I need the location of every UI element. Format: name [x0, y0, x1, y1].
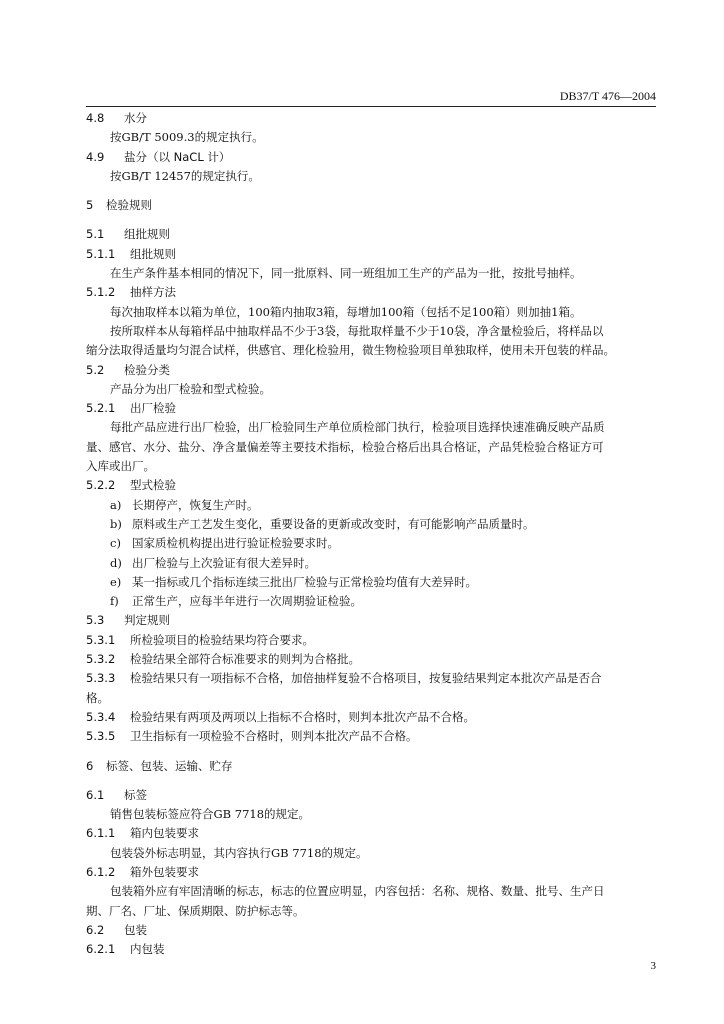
heading-4-8: 4.8 水分: [86, 111, 147, 125]
clause-5-3-1: 5.3.1 所检验项目的检验结果均符合要求。: [86, 632, 314, 647]
heading-5-1: 5.1 组批规则: [86, 227, 170, 242]
list-item: e) 某一指标或几个指标连续三批出厂检验与正常检验均值有大差异时。: [110, 574, 477, 589]
para-5-1-2-a: 每次抽取样本以箱为单位，100箱内抽取3箱，每增加100箱（包括不足100箱）则加抽1箱。: [110, 304, 582, 319]
heading-5-1-1: 5.1.1 组批规则: [86, 246, 176, 261]
heading-6: 6 标签、包装、运输、贮存: [86, 758, 233, 773]
para-5-2-1-a: 每批产品应进行出厂检验，出厂检验同生产单位质检部门执行，检验项目选择快速准确反映产品质: [110, 420, 605, 435]
list-item: a) 长期停产，恢复生产时。: [110, 497, 259, 512]
heading-6-1-1: 6.1.1 箱内包装要求: [86, 826, 199, 841]
para-5-2-1-c: 入库或出厂。: [86, 459, 155, 474]
para-5-2: 产品分为出厂检验和型式检验。: [110, 381, 271, 396]
standard-code: DB37/T 476—2004: [559, 89, 656, 103]
clause-5-3-5: 5.3.5 卫生指标有一项检验不合格时，则判本批次产品不合格。: [86, 729, 418, 744]
heading-4-9: 4.9 盐分（以 NaCL 计）: [86, 149, 231, 164]
header-rule: [86, 106, 656, 107]
para-6-1-1: 包装袋外标志明显，其内容执行GB 7718的规定。: [110, 845, 368, 860]
para-6-1-2-b: 期、厂名、厂址、保质期限、防护标志等。: [86, 903, 305, 918]
heading-6-1-2: 6.1.2 箱外包装要求: [86, 864, 199, 879]
document-body: [86, 109, 658, 959]
para-5-1-1: 在生产条件基本相同的情况下，同一批原料、同一班组加工生产的产品为一批，按批号抽样。: [110, 266, 582, 281]
list-item: b) 原料或生产工艺发生变化，重要设备的更新或改变时，有可能影响产品质量时。: [110, 516, 535, 531]
heading-5-1-2: 5.1.2 抽样方法: [86, 285, 176, 300]
clause-5-3-2: 5.3.2 检验结果全部符合标准要求的则判为合格批。: [86, 652, 360, 667]
para-5-1-2-c: 缩分法取得适量均匀混合试样，供感官、理化检验用，微生物检验项目单独取样，使用未开包装的样品。: [86, 343, 615, 358]
clause-5-3-3: 5.3.3 检验结果只有一项指标不合格，加倍抽样复验不合格项目，按复验结果判定本批次产品是否合: [86, 671, 602, 686]
para-5-1-2-b: 按所取样本从每箱样品中抽取样品不少于3袋，每批取样量不少于10袋，净含量检验后，将样品以: [110, 323, 604, 338]
heading-5-2-2: 5.2.2 型式检验: [86, 478, 176, 493]
heading-6-1: 6.1 标签: [86, 787, 147, 802]
para-4-9: 按GB/T 12457的规定执行。: [110, 168, 260, 183]
heading-5-2: 5.2 检验分类: [86, 362, 170, 377]
para-4-8: 按GB/T 5009.3的规定执行。: [110, 130, 264, 145]
heading-6-2: 6.2 包装: [86, 922, 147, 937]
list-item: d) 出厂检验与上次验证有很大差异时。: [110, 555, 316, 570]
clause-5-3-4: 5.3.4 检验结果有两项及两项以上指标不合格时，则判本批次产品不合格。: [86, 709, 475, 724]
list-item: f) 正常生产，应每半年进行一次周期验证检验。: [110, 594, 362, 609]
heading-5-3: 5.3 判定规则: [86, 613, 170, 628]
list-item: c) 国家质检机构提出进行验证检验要求时。: [110, 536, 339, 551]
para-6-1: 销售包装标签应符合GB 7718的规定。: [110, 807, 311, 822]
heading-5-2-1: 5.2.1 出厂检验: [86, 401, 176, 416]
heading-5: 5 检验规则: [86, 198, 152, 213]
para-5-2-1-b: 量、感官、水分、盐分、净含量偏差等主要技术指标，检验合格后出具合格证，产品凭检验合格证方可: [86, 439, 604, 454]
clause-5-3-3-cont: 格。: [86, 690, 109, 705]
page-number: 3: [650, 960, 656, 972]
heading-6-2-1: 6.2.1 内包装: [86, 942, 165, 957]
para-6-1-2-a: 包装箱外应有牢固清晰的标志，标志的位置应明显，内容包括：名称、规格、数量、批号、生产日: [110, 884, 605, 899]
